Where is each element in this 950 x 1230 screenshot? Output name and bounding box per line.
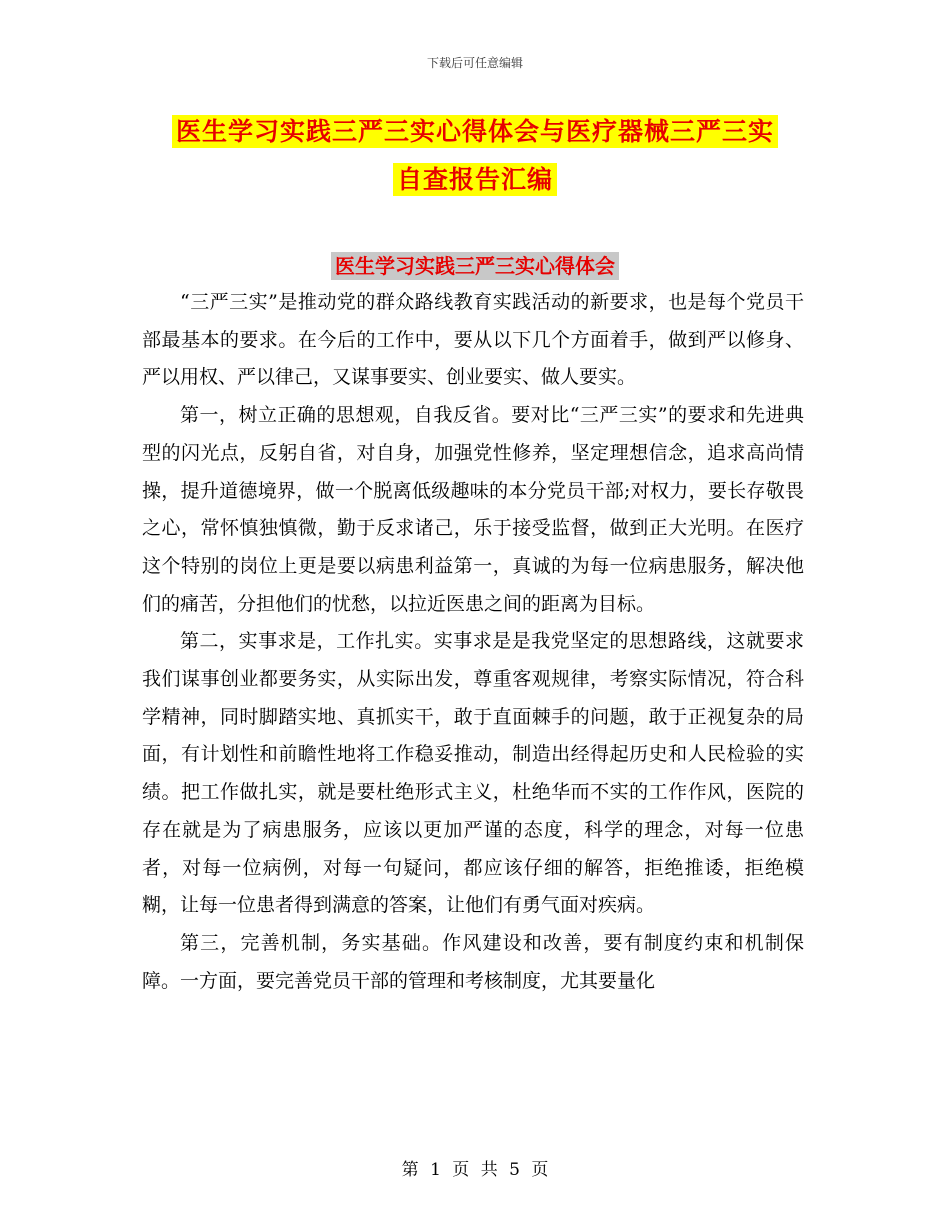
section-title xyxy=(0,250,950,279)
header-note: 下载后可任意编辑 xyxy=(426,56,523,70)
section-title-text: 医生学习实践三严三实心得体会 xyxy=(331,252,619,280)
paragraph-first: 第一，树立正确的思想观，自我反省。要对比“三严三实”的要求和先进典型的闪光点，反躬自省，对自身，加强党性修养，坚定理想信念，追求高尚情操，提升道德境界，做一个脱离低级趣味的本分党员干部;对权力，要长存敬畏之心，常怀慎独慎微，勤于反求诸己，乐于接受监督，做到正大光明。在医疗这个特别的岗位上更是要以病患利益第一，真诚的为每一位病患服务，解决他们的痛苦，分担他们的忧愁，以拉近医患之间的距离为目标。 xyxy=(142,404,804,615)
document-title-line-2 xyxy=(0,160,950,196)
page-footer: 第 1 页 共 5 页 xyxy=(401,1160,549,1180)
document-title-line-2-text: 自查报告汇编 xyxy=(393,163,557,196)
body-text xyxy=(142,284,804,1000)
paragraph-third: 第三，完善机制，务实基础。作风建设和改善，要有制度约束和机制保障。一方面，要完善党员干部的管理和考核制度，尤其要量化 xyxy=(142,931,804,992)
paragraph-second: 第二，实事求是，工作扎实。实事求是是我党坚定的思想路线，这就要求我们谋事创业都要务实，从实际出发，尊重客观规律，考察实际情况，符合科学精神，同时脚踏实地、真抓实干，敢于直面棘手的问题，敢于正视复杂的局面，有计划性和前瞻性地将工作稳妥推动，制造出经得起历史和人民检验的实绩。把工作做扎实，就是要杜绝形式主义，杜绝华而不实的工作作风，医院的存在就是为了病患服务，应该以更加严谨的态度，科学的理念，对每一位患者，对每一位病例，对每一句疑问，都应该仔细的解答，拒绝推诿，拒绝模糊，让每一位患者得到满意的答案，让他们有勇气面对疾病。 xyxy=(142,630,804,917)
document-title-line-1 xyxy=(0,112,950,148)
paragraph-intro: “三严三实”是推动党的群众路线教育实践活动的新要求，也是每个党员干部最基本的要求。在今后的工作中，要从以下几个方面着手，做到严以修身、严以用权、严以律己，又谋事要实、创业要实、做人要实。 xyxy=(142,291,804,389)
document-title-line-1-text: 医生学习实践三严三实心得体会与医疗器械三严三实 xyxy=(172,115,778,148)
